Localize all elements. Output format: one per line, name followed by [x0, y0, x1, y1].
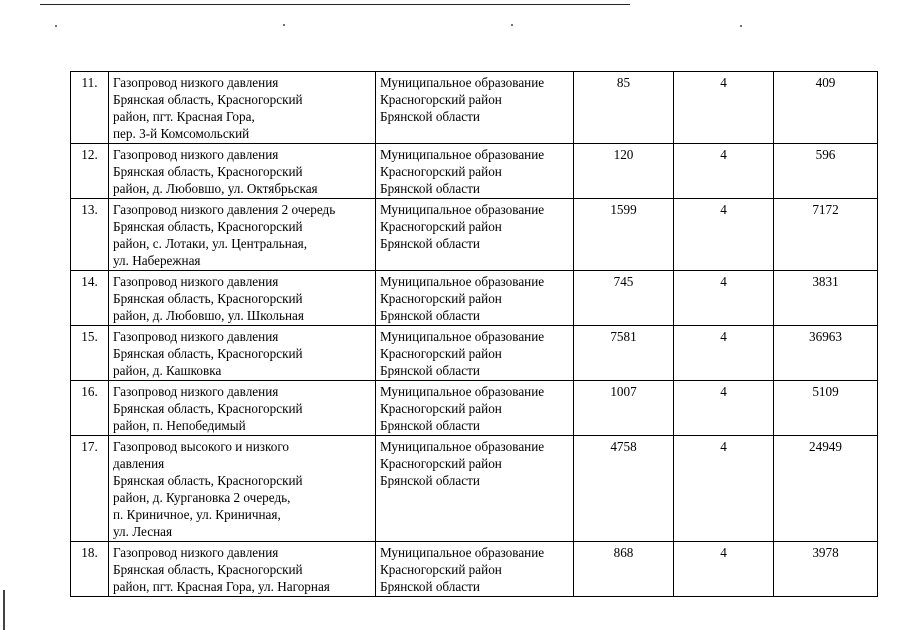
row-number: 11. — [71, 72, 109, 144]
value-3: 596 — [774, 144, 878, 199]
object-name-line: Газопровод низкого давления — [113, 147, 279, 162]
value-3: 36963 — [774, 326, 878, 381]
object-name — [109, 436, 376, 542]
value-2: 4 — [674, 72, 774, 144]
object-name-line: Брянская область, Красногорский — [113, 473, 303, 488]
object-name-line: район, д. Любовшо, ул. Октябрьская — [113, 181, 318, 196]
owner-line: Брянской области — [380, 418, 480, 433]
object-name-line: пер. 3-й Комсомольский — [113, 126, 250, 141]
value-3: 3831 — [774, 271, 878, 326]
owner-line: Муниципальное образование — [380, 545, 545, 560]
object-name-line: давления — [113, 456, 165, 471]
object-name-line: район, пгт. Красная Гора, — [113, 109, 255, 124]
owner-line: Красногорский район — [380, 456, 502, 471]
object-name-line: район, пгт. Красная Гора, ул. Нагорная — [113, 579, 330, 594]
owner-line: Муниципальное образование — [380, 75, 545, 90]
value-3: 5109 — [774, 381, 878, 436]
value-2: 4 — [674, 381, 774, 436]
object-name-line: район, с. Лотаки, ул. Центральная, — [113, 236, 308, 251]
owner — [376, 381, 574, 436]
row-number: 16. — [71, 381, 109, 436]
table-row — [71, 381, 878, 436]
table-row — [71, 144, 878, 199]
object-name — [109, 381, 376, 436]
object-name-line: Брянская область, Красногорский — [113, 164, 303, 179]
object-name-line: Брянская область, Красногорский — [113, 92, 303, 107]
owner-line: Красногорский район — [380, 164, 502, 179]
value-3: 7172 — [774, 199, 878, 271]
owner-line: Брянской области — [380, 181, 480, 196]
gas-pipeline-table — [70, 71, 878, 597]
value-1: 745 — [574, 271, 674, 326]
value-1: 868 — [574, 542, 674, 597]
object-name — [109, 72, 376, 144]
value-1: 4758 — [574, 436, 674, 542]
table-body — [71, 72, 878, 597]
value-1: 85 — [574, 72, 674, 144]
value-3: 24949 — [774, 436, 878, 542]
object-name-line: ул. Набережная — [113, 253, 201, 268]
row-number: 18. — [71, 542, 109, 597]
scan-top-rule — [40, 4, 630, 5]
table-row — [71, 271, 878, 326]
value-2: 4 — [674, 436, 774, 542]
row-number: 17. — [71, 436, 109, 542]
owner — [376, 72, 574, 144]
owner-line: Муниципальное образование — [380, 202, 545, 217]
scan-dot — [283, 24, 285, 26]
owner-line: Красногорский район — [380, 562, 502, 577]
table-row — [71, 436, 878, 542]
object-name-line: Брянская область, Красногорский — [113, 346, 303, 361]
value-1: 1007 — [574, 381, 674, 436]
object-name — [109, 326, 376, 381]
owner — [376, 542, 574, 597]
value-2: 4 — [674, 326, 774, 381]
object-name-line: район, п. Непобедимый — [113, 418, 246, 433]
owner — [376, 271, 574, 326]
value-2: 4 — [674, 542, 774, 597]
object-name — [109, 199, 376, 271]
table-row — [71, 199, 878, 271]
owner — [376, 199, 574, 271]
object-name-line: Брянская область, Красногорский — [113, 562, 303, 577]
owner — [376, 326, 574, 381]
owner-line: Муниципальное образование — [380, 384, 545, 399]
row-number: 13. — [71, 199, 109, 271]
owner-line: Красногорский район — [380, 401, 502, 416]
object-name-line: Газопровод высокого и низкого — [113, 439, 289, 454]
row-number: 15. — [71, 326, 109, 381]
table-row — [71, 542, 878, 597]
object-name-line: Брянская область, Красногорский — [113, 401, 303, 416]
owner-line: Красногорский район — [380, 92, 502, 107]
owner-line: Брянской области — [380, 308, 480, 323]
object-name-line: Брянская область, Красногорский — [113, 219, 303, 234]
object-name-line: ул. Лесная — [113, 524, 173, 539]
owner-line: Брянской области — [380, 579, 480, 594]
object-name-line: район, д. Кашковка — [113, 363, 222, 378]
value-3: 3978 — [774, 542, 878, 597]
object-name-line: Брянская область, Красногорский — [113, 291, 303, 306]
owner-line: Брянской области — [380, 109, 480, 124]
owner-line: Брянской области — [380, 473, 480, 488]
object-name-line: п. Криничное, ул. Криничная, — [113, 507, 281, 522]
owner-line: Красногорский район — [380, 291, 502, 306]
object-name-line: Газопровод низкого давления — [113, 75, 279, 90]
owner-line: Брянской области — [380, 363, 480, 378]
value-2: 4 — [674, 199, 774, 271]
value-2: 4 — [674, 271, 774, 326]
owner-line: Красногорский район — [380, 346, 502, 361]
scan-dot — [511, 24, 513, 26]
table-row — [71, 326, 878, 381]
object-name-line: Газопровод низкого давления — [113, 545, 279, 560]
owner-line: Муниципальное образование — [380, 439, 545, 454]
scan-edge-mark — [3, 590, 5, 630]
value-1: 7581 — [574, 326, 674, 381]
value-2: 4 — [674, 144, 774, 199]
scan-dot — [55, 25, 57, 27]
value-1: 1599 — [574, 199, 674, 271]
owner-line: Красногорский район — [380, 219, 502, 234]
row-number: 14. — [71, 271, 109, 326]
owner-line: Брянской области — [380, 236, 480, 251]
object-name-line: Газопровод низкого давления — [113, 384, 279, 399]
table-row — [71, 72, 878, 144]
object-name — [109, 271, 376, 326]
object-name — [109, 542, 376, 597]
object-name-line: Газопровод низкого давления 2 очередь — [113, 202, 336, 217]
owner — [376, 436, 574, 542]
value-3: 409 — [774, 72, 878, 144]
owner-line: Муниципальное образование — [380, 147, 545, 162]
object-name-line: Газопровод низкого давления — [113, 274, 279, 289]
row-number: 12. — [71, 144, 109, 199]
scan-dot — [740, 25, 742, 27]
object-name — [109, 144, 376, 199]
owner — [376, 144, 574, 199]
object-name-line: Газопровод низкого давления — [113, 329, 279, 344]
value-1: 120 — [574, 144, 674, 199]
owner-line: Муниципальное образование — [380, 274, 545, 289]
owner-line: Муниципальное образование — [380, 329, 545, 344]
object-name-line: район, д. Кургановка 2 очередь, — [113, 490, 291, 505]
object-name-line: район, д. Любовшо, ул. Школьная — [113, 308, 304, 323]
